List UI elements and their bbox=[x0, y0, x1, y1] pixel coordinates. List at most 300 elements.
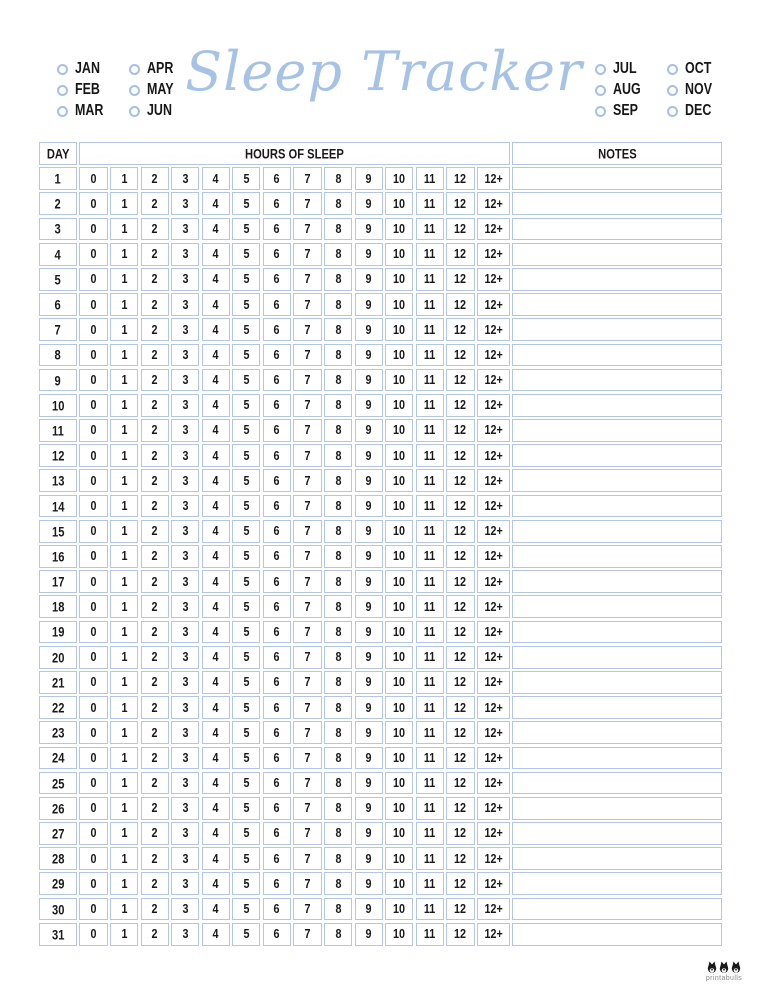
hour-cell-day8-12[interactable] bbox=[446, 344, 474, 367]
hour-cell-day22-12[interactable] bbox=[446, 696, 474, 719]
hour-cell-day14-6[interactable] bbox=[263, 495, 291, 518]
hour-cell-day18-5[interactable] bbox=[232, 595, 260, 618]
hour-cell-day2-9[interactable] bbox=[355, 192, 383, 215]
hour-cell-day7-4[interactable] bbox=[202, 318, 230, 341]
hour-cell-day18-6[interactable] bbox=[263, 595, 291, 618]
hour-cell-day4-6[interactable] bbox=[263, 243, 291, 266]
hour-cell-day9-11[interactable] bbox=[416, 369, 444, 392]
notes-cell-day26[interactable] bbox=[512, 797, 722, 820]
hour-cell-day23-12[interactable] bbox=[446, 721, 474, 744]
hour-cell-day24-12plus[interactable] bbox=[477, 747, 510, 770]
hour-cell-day4-12plus[interactable] bbox=[477, 243, 510, 266]
hour-cell-day15-3[interactable] bbox=[171, 520, 199, 543]
hour-cell-day12-2[interactable] bbox=[141, 444, 169, 467]
hour-cell-day12-0[interactable] bbox=[79, 444, 107, 467]
hour-cell-day10-3[interactable] bbox=[171, 394, 199, 417]
hour-cell-day18-1[interactable] bbox=[110, 595, 138, 618]
hour-cell-day31-8[interactable] bbox=[324, 923, 352, 946]
hour-cell-day13-12plus[interactable] bbox=[477, 469, 510, 492]
notes-cell-day23[interactable] bbox=[512, 721, 722, 744]
hour-cell-day17-6[interactable] bbox=[263, 570, 291, 593]
hour-cell-day9-12plus[interactable] bbox=[477, 369, 510, 392]
hour-cell-day15-9[interactable] bbox=[355, 520, 383, 543]
hour-cell-day8-0[interactable] bbox=[79, 344, 107, 367]
hour-cell-day20-1[interactable] bbox=[110, 646, 138, 669]
hour-cell-day6-11[interactable] bbox=[416, 293, 444, 316]
hour-cell-day16-3[interactable] bbox=[171, 545, 199, 568]
hour-cell-day21-12plus[interactable] bbox=[477, 671, 510, 694]
hour-cell-day10-12[interactable] bbox=[446, 394, 474, 417]
hour-cell-day12-9[interactable] bbox=[355, 444, 383, 467]
hour-cell-day6-6[interactable] bbox=[263, 293, 291, 316]
hour-cell-day19-8[interactable] bbox=[324, 621, 352, 644]
hour-cell-day26-10[interactable] bbox=[385, 797, 413, 820]
hour-cell-day8-1[interactable] bbox=[110, 344, 138, 367]
hour-cell-day31-9[interactable] bbox=[355, 923, 383, 946]
hour-cell-day24-11[interactable] bbox=[416, 747, 444, 770]
hour-cell-day5-12plus[interactable] bbox=[477, 268, 510, 291]
hour-cell-day6-12plus[interactable] bbox=[477, 293, 510, 316]
hour-cell-day22-1[interactable] bbox=[110, 696, 138, 719]
hour-cell-day21-0[interactable] bbox=[79, 671, 107, 694]
hour-cell-day5-12[interactable] bbox=[446, 268, 474, 291]
hour-cell-day7-12plus[interactable] bbox=[477, 318, 510, 341]
hour-cell-day15-4[interactable] bbox=[202, 520, 230, 543]
hour-cell-day29-6[interactable] bbox=[263, 872, 291, 895]
hour-cell-day8-2[interactable] bbox=[141, 344, 169, 367]
hour-cell-day26-3[interactable] bbox=[171, 797, 199, 820]
hour-cell-day6-1[interactable] bbox=[110, 293, 138, 316]
hour-cell-day8-8[interactable] bbox=[324, 344, 352, 367]
hour-cell-day7-10[interactable] bbox=[385, 318, 413, 341]
hour-cell-day18-2[interactable] bbox=[141, 595, 169, 618]
hour-cell-day7-7[interactable] bbox=[293, 318, 321, 341]
month-option-nov[interactable] bbox=[667, 83, 725, 98]
hour-cell-day23-1[interactable] bbox=[110, 721, 138, 744]
hour-cell-day8-10[interactable] bbox=[385, 344, 413, 367]
hour-cell-day9-7[interactable] bbox=[293, 369, 321, 392]
month-option-jul[interactable] bbox=[595, 62, 653, 77]
hour-cell-day1-3[interactable] bbox=[171, 167, 199, 190]
month-option-aug[interactable] bbox=[595, 83, 653, 98]
hour-cell-day20-11[interactable] bbox=[416, 646, 444, 669]
hour-cell-day3-12plus[interactable] bbox=[477, 218, 510, 241]
hour-cell-day21-9[interactable] bbox=[355, 671, 383, 694]
hour-cell-day31-0[interactable] bbox=[79, 923, 107, 946]
hour-cell-day25-4[interactable] bbox=[202, 772, 230, 795]
hour-cell-day4-1[interactable] bbox=[110, 243, 138, 266]
notes-cell-day15[interactable] bbox=[512, 520, 722, 543]
hour-cell-day14-4[interactable] bbox=[202, 495, 230, 518]
hour-cell-day30-7[interactable] bbox=[293, 898, 321, 921]
hour-cell-day27-5[interactable] bbox=[232, 822, 260, 845]
hour-cell-day17-3[interactable] bbox=[171, 570, 199, 593]
hour-cell-day18-12[interactable] bbox=[446, 595, 474, 618]
hour-cell-day17-12[interactable] bbox=[446, 570, 474, 593]
hour-cell-day10-12plus[interactable] bbox=[477, 394, 510, 417]
hour-cell-day20-12plus[interactable] bbox=[477, 646, 510, 669]
notes-cell-day25[interactable] bbox=[512, 772, 722, 795]
hour-cell-day11-9[interactable] bbox=[355, 419, 383, 442]
hour-cell-day22-3[interactable] bbox=[171, 696, 199, 719]
hour-cell-day29-1[interactable] bbox=[110, 872, 138, 895]
hour-cell-day25-11[interactable] bbox=[416, 772, 444, 795]
hour-cell-day2-5[interactable] bbox=[232, 192, 260, 215]
hour-cell-day10-7[interactable] bbox=[293, 394, 321, 417]
hour-cell-day30-3[interactable] bbox=[171, 898, 199, 921]
notes-cell-day5[interactable] bbox=[512, 268, 722, 291]
hour-cell-day9-1[interactable] bbox=[110, 369, 138, 392]
hour-cell-day17-1[interactable] bbox=[110, 570, 138, 593]
hour-cell-day18-11[interactable] bbox=[416, 595, 444, 618]
hour-cell-day11-0[interactable] bbox=[79, 419, 107, 442]
hour-cell-day12-7[interactable] bbox=[293, 444, 321, 467]
hour-cell-day27-11[interactable] bbox=[416, 822, 444, 845]
hour-cell-day8-12plus[interactable] bbox=[477, 344, 510, 367]
hour-cell-day13-8[interactable] bbox=[324, 469, 352, 492]
hour-cell-day29-10[interactable] bbox=[385, 872, 413, 895]
hour-cell-day26-11[interactable] bbox=[416, 797, 444, 820]
hour-cell-day29-4[interactable] bbox=[202, 872, 230, 895]
hour-cell-day29-2[interactable] bbox=[141, 872, 169, 895]
hour-cell-day4-0[interactable] bbox=[79, 243, 107, 266]
hour-cell-day23-6[interactable] bbox=[263, 721, 291, 744]
hour-cell-day29-7[interactable] bbox=[293, 872, 321, 895]
month-checkbox-circle-mar[interactable] bbox=[57, 106, 68, 117]
hour-cell-day16-6[interactable] bbox=[263, 545, 291, 568]
hour-cell-day10-11[interactable] bbox=[416, 394, 444, 417]
hour-cell-day17-11[interactable] bbox=[416, 570, 444, 593]
hour-cell-day3-4[interactable] bbox=[202, 218, 230, 241]
hour-cell-day4-9[interactable] bbox=[355, 243, 383, 266]
hour-cell-day7-9[interactable] bbox=[355, 318, 383, 341]
hour-cell-day15-6[interactable] bbox=[263, 520, 291, 543]
hour-cell-day8-4[interactable] bbox=[202, 344, 230, 367]
notes-cell-day6[interactable] bbox=[512, 293, 722, 316]
hour-cell-day11-6[interactable] bbox=[263, 419, 291, 442]
notes-cell-day28[interactable] bbox=[512, 847, 722, 870]
hour-cell-day10-8[interactable] bbox=[324, 394, 352, 417]
hour-cell-day18-3[interactable] bbox=[171, 595, 199, 618]
hour-cell-day16-0[interactable] bbox=[79, 545, 107, 568]
hour-cell-day3-3[interactable] bbox=[171, 218, 199, 241]
hour-cell-day18-12plus[interactable] bbox=[477, 595, 510, 618]
hour-cell-day11-5[interactable] bbox=[232, 419, 260, 442]
month-checkbox-circle-nov[interactable] bbox=[667, 85, 678, 96]
hour-cell-day16-12[interactable] bbox=[446, 545, 474, 568]
hour-cell-day9-5[interactable] bbox=[232, 369, 260, 392]
hour-cell-day1-9[interactable] bbox=[355, 167, 383, 190]
hour-cell-day15-5[interactable] bbox=[232, 520, 260, 543]
hour-cell-day20-0[interactable] bbox=[79, 646, 107, 669]
hour-cell-day20-8[interactable] bbox=[324, 646, 352, 669]
hour-cell-day27-12[interactable] bbox=[446, 822, 474, 845]
hour-cell-day16-8[interactable] bbox=[324, 545, 352, 568]
hour-cell-day1-12[interactable] bbox=[446, 167, 474, 190]
hour-cell-day19-4[interactable] bbox=[202, 621, 230, 644]
hour-cell-day6-0[interactable] bbox=[79, 293, 107, 316]
hour-cell-day31-7[interactable] bbox=[293, 923, 321, 946]
hour-cell-day25-12[interactable] bbox=[446, 772, 474, 795]
hour-cell-day29-8[interactable] bbox=[324, 872, 352, 895]
hour-cell-day5-8[interactable] bbox=[324, 268, 352, 291]
hour-cell-day9-0[interactable] bbox=[79, 369, 107, 392]
hour-cell-day5-9[interactable] bbox=[355, 268, 383, 291]
hour-cell-day25-1[interactable] bbox=[110, 772, 138, 795]
hour-cell-day8-7[interactable] bbox=[293, 344, 321, 367]
hour-cell-day27-10[interactable] bbox=[385, 822, 413, 845]
hour-cell-day24-1[interactable] bbox=[110, 747, 138, 770]
hour-cell-day6-12[interactable] bbox=[446, 293, 474, 316]
hour-cell-day17-0[interactable] bbox=[79, 570, 107, 593]
hour-cell-day6-4[interactable] bbox=[202, 293, 230, 316]
hour-cell-day3-5[interactable] bbox=[232, 218, 260, 241]
hour-cell-day4-3[interactable] bbox=[171, 243, 199, 266]
hour-cell-day9-9[interactable] bbox=[355, 369, 383, 392]
hour-cell-day23-12plus[interactable] bbox=[477, 721, 510, 744]
hour-cell-day3-0[interactable] bbox=[79, 218, 107, 241]
hour-cell-day16-2[interactable] bbox=[141, 545, 169, 568]
hour-cell-day21-11[interactable] bbox=[416, 671, 444, 694]
hour-cell-day13-0[interactable] bbox=[79, 469, 107, 492]
hour-cell-day14-12[interactable] bbox=[446, 495, 474, 518]
hour-cell-day21-6[interactable] bbox=[263, 671, 291, 694]
hour-cell-day26-5[interactable] bbox=[232, 797, 260, 820]
hour-cell-day26-12[interactable] bbox=[446, 797, 474, 820]
hour-cell-day17-7[interactable] bbox=[293, 570, 321, 593]
hour-cell-day2-4[interactable] bbox=[202, 192, 230, 215]
hour-cell-day11-4[interactable] bbox=[202, 419, 230, 442]
hour-cell-day30-8[interactable] bbox=[324, 898, 352, 921]
hour-cell-day5-0[interactable] bbox=[79, 268, 107, 291]
hour-cell-day31-1[interactable] bbox=[110, 923, 138, 946]
notes-cell-day13[interactable] bbox=[512, 469, 722, 492]
hour-cell-day6-7[interactable] bbox=[293, 293, 321, 316]
hour-cell-day8-3[interactable] bbox=[171, 344, 199, 367]
hour-cell-day8-11[interactable] bbox=[416, 344, 444, 367]
month-checkbox-circle-oct[interactable] bbox=[667, 64, 678, 75]
hour-cell-day30-11[interactable] bbox=[416, 898, 444, 921]
notes-cell-day11[interactable] bbox=[512, 419, 722, 442]
hour-cell-day18-0[interactable] bbox=[79, 595, 107, 618]
hour-cell-day21-1[interactable] bbox=[110, 671, 138, 694]
hour-cell-day26-8[interactable] bbox=[324, 797, 352, 820]
hour-cell-day27-1[interactable] bbox=[110, 822, 138, 845]
hour-cell-day12-3[interactable] bbox=[171, 444, 199, 467]
hour-cell-day20-6[interactable] bbox=[263, 646, 291, 669]
hour-cell-day25-0[interactable] bbox=[79, 772, 107, 795]
hour-cell-day5-7[interactable] bbox=[293, 268, 321, 291]
hour-cell-day23-9[interactable] bbox=[355, 721, 383, 744]
hour-cell-day23-8[interactable] bbox=[324, 721, 352, 744]
notes-cell-day22[interactable] bbox=[512, 696, 722, 719]
hour-cell-day22-11[interactable] bbox=[416, 696, 444, 719]
month-checkbox-circle-jul[interactable] bbox=[595, 64, 606, 75]
notes-cell-day2[interactable] bbox=[512, 192, 722, 215]
hour-cell-day1-11[interactable] bbox=[416, 167, 444, 190]
hour-cell-day28-11[interactable] bbox=[416, 847, 444, 870]
hour-cell-day21-5[interactable] bbox=[232, 671, 260, 694]
hour-cell-day1-10[interactable] bbox=[385, 167, 413, 190]
hour-cell-day12-12plus[interactable] bbox=[477, 444, 510, 467]
hour-cell-day22-8[interactable] bbox=[324, 696, 352, 719]
month-option-jun[interactable] bbox=[129, 104, 187, 119]
hour-cell-day14-7[interactable] bbox=[293, 495, 321, 518]
hour-cell-day13-10[interactable] bbox=[385, 469, 413, 492]
hour-cell-day23-0[interactable] bbox=[79, 721, 107, 744]
hour-cell-day31-12[interactable] bbox=[446, 923, 474, 946]
hour-cell-day12-5[interactable] bbox=[232, 444, 260, 467]
hour-cell-day24-12[interactable] bbox=[446, 747, 474, 770]
hour-cell-day19-12plus[interactable] bbox=[477, 621, 510, 644]
hour-cell-day9-4[interactable] bbox=[202, 369, 230, 392]
hour-cell-day2-8[interactable] bbox=[324, 192, 352, 215]
hour-cell-day11-1[interactable] bbox=[110, 419, 138, 442]
hour-cell-day10-2[interactable] bbox=[141, 394, 169, 417]
hour-cell-day3-10[interactable] bbox=[385, 218, 413, 241]
hour-cell-day8-5[interactable] bbox=[232, 344, 260, 367]
hour-cell-day16-11[interactable] bbox=[416, 545, 444, 568]
hour-cell-day19-12[interactable] bbox=[446, 621, 474, 644]
hour-cell-day15-12plus[interactable] bbox=[477, 520, 510, 543]
hour-cell-day4-5[interactable] bbox=[232, 243, 260, 266]
hour-cell-day5-6[interactable] bbox=[263, 268, 291, 291]
hour-cell-day14-2[interactable] bbox=[141, 495, 169, 518]
hour-cell-day14-8[interactable] bbox=[324, 495, 352, 518]
hour-cell-day13-12[interactable] bbox=[446, 469, 474, 492]
hour-cell-day29-11[interactable] bbox=[416, 872, 444, 895]
hour-cell-day12-8[interactable] bbox=[324, 444, 352, 467]
hour-cell-day11-10[interactable] bbox=[385, 419, 413, 442]
hour-cell-day2-3[interactable] bbox=[171, 192, 199, 215]
hour-cell-day28-8[interactable] bbox=[324, 847, 352, 870]
hour-cell-day22-9[interactable] bbox=[355, 696, 383, 719]
hour-cell-day22-2[interactable] bbox=[141, 696, 169, 719]
hour-cell-day22-12plus[interactable] bbox=[477, 696, 510, 719]
hour-cell-day19-1[interactable] bbox=[110, 621, 138, 644]
hour-cell-day7-11[interactable] bbox=[416, 318, 444, 341]
month-checkbox-circle-sep[interactable] bbox=[595, 106, 606, 117]
hour-cell-day22-4[interactable] bbox=[202, 696, 230, 719]
hour-cell-day30-12plus[interactable] bbox=[477, 898, 510, 921]
hour-cell-day12-12[interactable] bbox=[446, 444, 474, 467]
hour-cell-day27-12plus[interactable] bbox=[477, 822, 510, 845]
hour-cell-day31-5[interactable] bbox=[232, 923, 260, 946]
hour-cell-day5-5[interactable] bbox=[232, 268, 260, 291]
hour-cell-day23-7[interactable] bbox=[293, 721, 321, 744]
hour-cell-day3-2[interactable] bbox=[141, 218, 169, 241]
hour-cell-day18-4[interactable] bbox=[202, 595, 230, 618]
hour-cell-day28-12plus[interactable] bbox=[477, 847, 510, 870]
hour-cell-day8-6[interactable] bbox=[263, 344, 291, 367]
hour-cell-day17-12plus[interactable] bbox=[477, 570, 510, 593]
hour-cell-day31-3[interactable] bbox=[171, 923, 199, 946]
hour-cell-day14-5[interactable] bbox=[232, 495, 260, 518]
hour-cell-day4-7[interactable] bbox=[293, 243, 321, 266]
hour-cell-day24-3[interactable] bbox=[171, 747, 199, 770]
hour-cell-day24-10[interactable] bbox=[385, 747, 413, 770]
hour-cell-day26-0[interactable] bbox=[79, 797, 107, 820]
hour-cell-day6-5[interactable] bbox=[232, 293, 260, 316]
hour-cell-day19-3[interactable] bbox=[171, 621, 199, 644]
hour-cell-day2-10[interactable] bbox=[385, 192, 413, 215]
hour-cell-day2-7[interactable] bbox=[293, 192, 321, 215]
hour-cell-day21-4[interactable] bbox=[202, 671, 230, 694]
month-option-oct[interactable] bbox=[667, 62, 725, 77]
hour-cell-day16-5[interactable] bbox=[232, 545, 260, 568]
hour-cell-day27-8[interactable] bbox=[324, 822, 352, 845]
month-checkbox-circle-aug[interactable] bbox=[595, 85, 606, 96]
hour-cell-day13-3[interactable] bbox=[171, 469, 199, 492]
notes-cell-day7[interactable] bbox=[512, 318, 722, 341]
hour-cell-day2-1[interactable] bbox=[110, 192, 138, 215]
hour-cell-day25-6[interactable] bbox=[263, 772, 291, 795]
hour-cell-day5-3[interactable] bbox=[171, 268, 199, 291]
hour-cell-day24-2[interactable] bbox=[141, 747, 169, 770]
hour-cell-day7-12[interactable] bbox=[446, 318, 474, 341]
hour-cell-day29-3[interactable] bbox=[171, 872, 199, 895]
hour-cell-day30-2[interactable] bbox=[141, 898, 169, 921]
hour-cell-day17-10[interactable] bbox=[385, 570, 413, 593]
hour-cell-day18-7[interactable] bbox=[293, 595, 321, 618]
hour-cell-day13-1[interactable] bbox=[110, 469, 138, 492]
hour-cell-day12-4[interactable] bbox=[202, 444, 230, 467]
hour-cell-day2-6[interactable] bbox=[263, 192, 291, 215]
month-option-dec[interactable] bbox=[667, 104, 725, 119]
hour-cell-day24-5[interactable] bbox=[232, 747, 260, 770]
hour-cell-day24-4[interactable] bbox=[202, 747, 230, 770]
hour-cell-day31-6[interactable] bbox=[263, 923, 291, 946]
hour-cell-day9-6[interactable] bbox=[263, 369, 291, 392]
hour-cell-day9-12[interactable] bbox=[446, 369, 474, 392]
hour-cell-day15-7[interactable] bbox=[293, 520, 321, 543]
hour-cell-day28-0[interactable] bbox=[79, 847, 107, 870]
hour-cell-day3-1[interactable] bbox=[110, 218, 138, 241]
hour-cell-day4-4[interactable] bbox=[202, 243, 230, 266]
hour-cell-day1-1[interactable] bbox=[110, 167, 138, 190]
hour-cell-day20-9[interactable] bbox=[355, 646, 383, 669]
notes-cell-day17[interactable] bbox=[512, 570, 722, 593]
hour-cell-day1-0[interactable] bbox=[79, 167, 107, 190]
hour-cell-day7-3[interactable] bbox=[171, 318, 199, 341]
hour-cell-day10-10[interactable] bbox=[385, 394, 413, 417]
hour-cell-day7-5[interactable] bbox=[232, 318, 260, 341]
hour-cell-day11-12plus[interactable] bbox=[477, 419, 510, 442]
hour-cell-day11-3[interactable] bbox=[171, 419, 199, 442]
notes-cell-day14[interactable] bbox=[512, 495, 722, 518]
hour-cell-day30-1[interactable] bbox=[110, 898, 138, 921]
hour-cell-day9-2[interactable] bbox=[141, 369, 169, 392]
hour-cell-day13-9[interactable] bbox=[355, 469, 383, 492]
hour-cell-day3-8[interactable] bbox=[324, 218, 352, 241]
hour-cell-day29-5[interactable] bbox=[232, 872, 260, 895]
hour-cell-day28-12[interactable] bbox=[446, 847, 474, 870]
hour-cell-day25-5[interactable] bbox=[232, 772, 260, 795]
hour-cell-day21-10[interactable] bbox=[385, 671, 413, 694]
hour-cell-day14-10[interactable] bbox=[385, 495, 413, 518]
hour-cell-day31-2[interactable] bbox=[141, 923, 169, 946]
hour-cell-day6-2[interactable] bbox=[141, 293, 169, 316]
hour-cell-day26-9[interactable] bbox=[355, 797, 383, 820]
hour-cell-day3-11[interactable] bbox=[416, 218, 444, 241]
hour-cell-day25-9[interactable] bbox=[355, 772, 383, 795]
notes-cell-day4[interactable] bbox=[512, 243, 722, 266]
hour-cell-day15-0[interactable] bbox=[79, 520, 107, 543]
hour-cell-day16-10[interactable] bbox=[385, 545, 413, 568]
hour-cell-day23-5[interactable] bbox=[232, 721, 260, 744]
hour-cell-day10-9[interactable] bbox=[355, 394, 383, 417]
hour-cell-day25-12plus[interactable] bbox=[477, 772, 510, 795]
